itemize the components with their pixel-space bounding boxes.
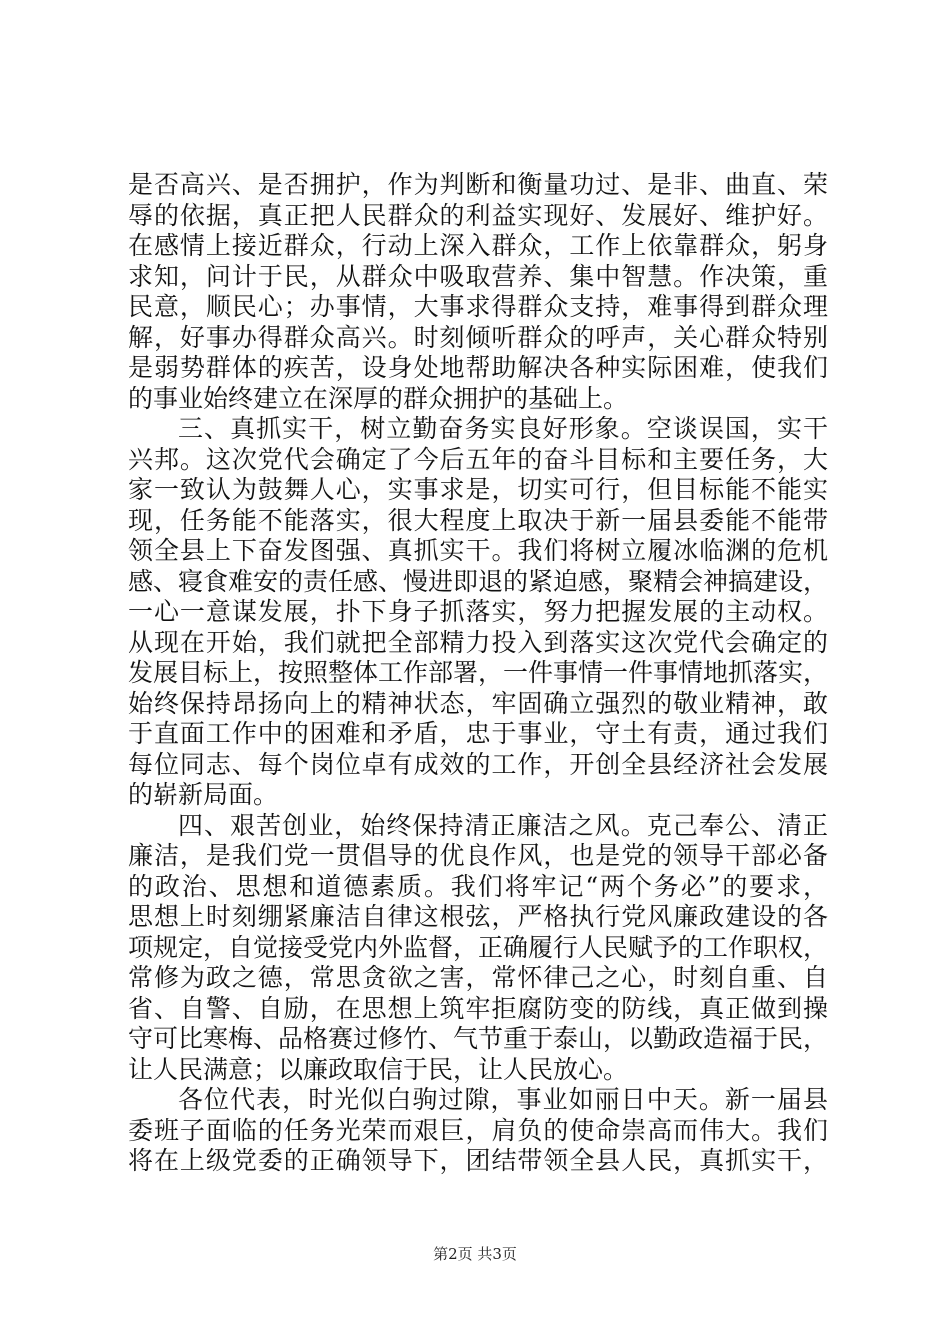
text-line: 常修为政之德，常思贪欲之害，常怀律己之心，时刻自重、自 (128, 963, 828, 992)
text-line: 是弱势群体的疾苦，设身处地帮助解决各种实际困难，使我们 (128, 353, 828, 382)
text-line: 民意，顺民心；办事情，大事求得群众支持，难事得到群众理 (128, 292, 828, 321)
text-line: 让人民满意；以廉政取信于民，让人民放心。 (128, 1054, 629, 1084)
text-line: 领全县上下奋发图强、真抓实干。我们将树立履冰临渊的危机 (128, 536, 828, 565)
text-line: 的政治、思想和道德素质。我们将牢记“两个务必”的要求， (128, 871, 828, 901)
text-line: 发展目标上，按照整体工作部署，一件事情一件事情地抓落实， (128, 658, 829, 687)
text-line: 将在上级党委的正确领导下，团结带领全县人民，真抓实干， (128, 1146, 828, 1175)
text-line: 三、真抓实干，树立勤奋务实良好形象。空谈误国，实干 (178, 414, 828, 443)
text-line: 的崭新局面。 (128, 780, 279, 809)
text-line: 解，好事办得群众高兴。时刻倾听群众的呼声，关心群众特别 (128, 322, 828, 352)
text-line: 求知，问计于民，从群众中吸取营养、集中智慧。作决策，重 (128, 261, 828, 291)
text-line: 各位代表，时光似白驹过隙，事业如丽日中天。新一届县 (178, 1085, 828, 1114)
text-line: 兴邦。这次党代会确定了今后五年的奋斗目标和主要任务，大 (128, 444, 828, 474)
text-line: 廉洁，是我们党一贯倡导的优良作风，也是党的领导干部必备 (128, 841, 828, 870)
text-line: 委班子面临的任务光荣而艰巨，肩负的使命崇高而伟大。我们 (128, 1115, 828, 1145)
text-line: 省、自警、自励，在思想上筑牢拒腐防变的防线，真正做到操 (128, 993, 828, 1023)
text-line: 家一致认为鼓舞人心，实事求是，切实可行，但目标能不能实 (128, 475, 828, 504)
text-line: 四、艰苦创业，始终保持清正廉洁之风。克己奉公、清正 (178, 810, 828, 840)
text-line: 守可比寒梅、品格赛过修竹、气节重于泰山，以勤政造福于民， (128, 1024, 829, 1053)
text-line: 在感情上接近群众，行动上深入群众，工作上依靠群众，躬身 (128, 231, 828, 260)
text-line: 辱的依据，真正把人民群众的利益实现好、发展好、维护好。 (128, 200, 828, 230)
text-line: 每位同志、每个岗位卓有成效的工作，开创全县经济社会发展 (128, 749, 828, 779)
text-line: 思想上时刻绷紧廉洁自律这根弦，严格执行党风廉政建设的各 (128, 902, 828, 931)
page-footer: 第2页 共3页 (433, 1245, 517, 1263)
document-body (128, 170, 828, 1177)
text-line: 感、寝食难安的责任感、慢进即退的紧迫感，聚精会神搞建设， (128, 566, 829, 596)
text-line: 的事业始终建立在深厚的群众拥护的基础上。 (128, 383, 629, 413)
text-line: 始终保持昂扬向上的精神状态，牢固确立强烈的敬业精神，敢 (128, 688, 828, 718)
text-line: 现，任务能不能落实，很大程度上取决于新一届县委能不能带 (128, 505, 828, 535)
text-line: 项规定，自觉接受党内外监督，正确履行人民赋予的工作职权， (128, 932, 829, 962)
text-line: 一心一意谋发展，扑下身子抓落实，努力把握发展的主动权。 (128, 597, 828, 626)
text-line: 是否高兴、是否拥护，作为判断和衡量功过、是非、曲直、荣 (128, 170, 828, 199)
text-line: 从现在开始，我们就把全部精力投入到落实这次党代会确定的 (128, 627, 828, 657)
text-line: 于直面工作中的困难和矛盾，忠于事业，守土有责，通过我们 (128, 719, 828, 748)
